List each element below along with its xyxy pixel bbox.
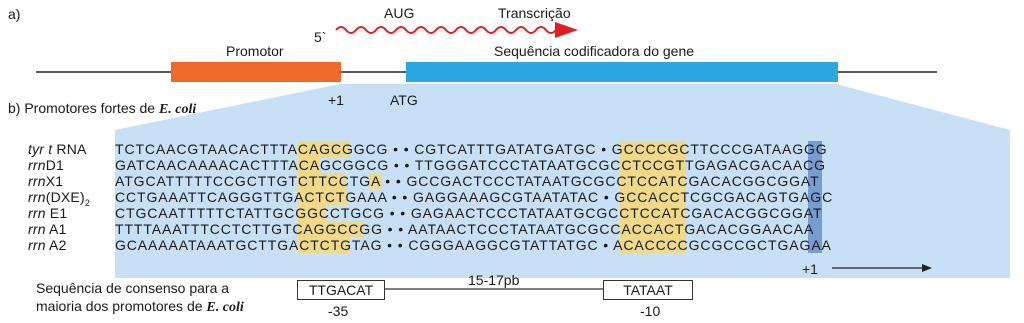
promotor-label: Promotor [226, 43, 284, 59]
plus-one-b: +1 [802, 261, 818, 277]
promotor-bar [171, 62, 341, 82]
gene-label: Sequência codificadora do gene [494, 43, 695, 59]
consensus-line2-text: maioria dos promotores de [36, 298, 207, 314]
part-a-label: a) [8, 6, 21, 22]
row-sequence: CCTGAAATTCAGGGTTGACTCTGAAA • • GAGGAAAGCGTAATATAC • GCCACCTCGCGACAGTGAGC [115, 189, 834, 205]
aug-label: AUG [384, 5, 415, 21]
gene-bar [406, 62, 838, 82]
row-name-italic: tyr t [28, 141, 53, 157]
row-sequence: GCAAAAATAAATGCTTGACTCTGTAG • • CGGGAAGGCGTATTATGC • ACACCCCGCGCCGCTGAGAA [115, 237, 832, 253]
atg-label: ATG [390, 92, 418, 108]
transcript-wave [336, 27, 556, 33]
part-b-species: E. coli [158, 102, 197, 117]
box-minus10: TATAAT [603, 280, 693, 300]
part-b-title [8, 100, 196, 118]
consensus-species: E. coli [206, 300, 244, 315]
box-minus35: TTGACAT [297, 280, 385, 300]
row-sequence: ATGCATTTTTCCGCTTGTCTTCCTGA • • GCCGACTCCCTATAATGCGCCTCCATCGACACGGCGGAT [115, 173, 820, 189]
row-sequence: CTGCAATTTTTCTATTGCGGCCTGCG • • GAGAACTCCCTATAATGCGCCTCCATCGACACGGCGGAT [115, 205, 823, 221]
row-name-rest: X1 [45, 173, 64, 189]
row-name-rest: E1 [45, 205, 68, 221]
row-name [28, 237, 67, 259]
row-name-rest: A2 [45, 237, 67, 253]
row-name-italic: rrn [28, 189, 46, 205]
part-b-title-text: b) Promotores fortes de [8, 100, 159, 116]
transcricao-label: Transcrição [498, 5, 571, 21]
row-sequence: TCTCAACGTAACACTTTACAGCGGCG • • CGTCATTTGATATGATGC • GCCCCGCTTCCCGATAAGGG [115, 141, 828, 157]
row-name-sub: 2 [84, 197, 91, 208]
row-name-rest: A1 [45, 221, 67, 237]
five-prime-label: 5` [314, 29, 327, 45]
label-minus35: -35 [328, 303, 349, 319]
row-sequence: TTTTAAATTTCCTCTTGTCAGGCCGG • • AATAACTCCCTATAATGCGCCACCACTGACACGGAACAA [115, 221, 815, 237]
consensus-line2 [36, 298, 244, 316]
row-name-italic: rrn [28, 173, 46, 189]
row-name-italic: rrn [28, 221, 46, 237]
row-name-rest: RNA [52, 141, 87, 157]
spacing-label: 15-17pb [468, 272, 520, 288]
row-name-rest: D1 [45, 157, 65, 173]
transcription-arrowhead [555, 22, 578, 38]
row-name-italic: rrn [28, 237, 46, 253]
row-sequence: GATCAACAAAACACTTTACAGCGGCG • • TTGGGATCCCTATAATGCGCCTCCGTTGAGACGACAACG [115, 157, 826, 173]
row-name-rest: (DXE) [45, 189, 85, 205]
label-minus10: -10 [640, 303, 661, 319]
consensus-line1: Sequência de consenso para a [36, 280, 230, 296]
plus-one-a: +1 [328, 92, 344, 108]
row-name-italic: rrn [28, 157, 46, 173]
row-name-italic: rrn [28, 205, 46, 221]
